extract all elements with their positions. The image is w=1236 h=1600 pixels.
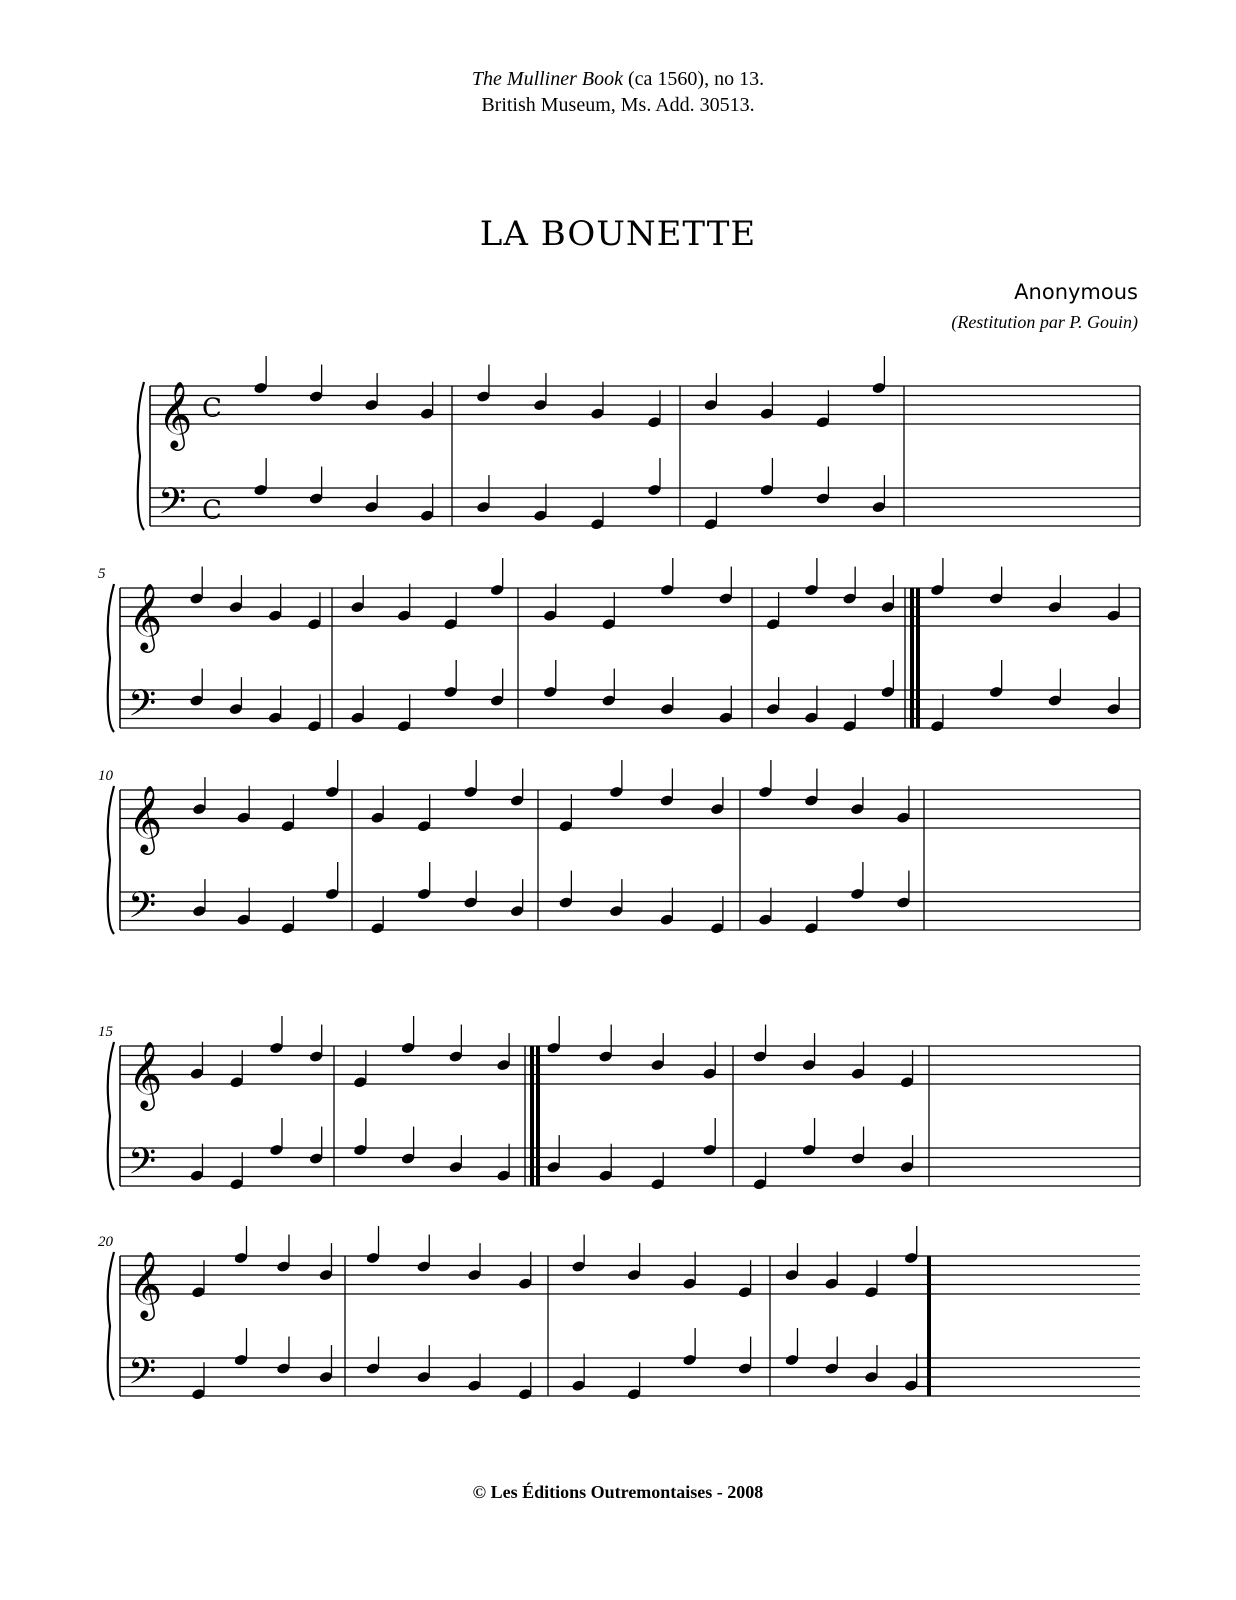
bass-clef: 𝄢 bbox=[128, 1140, 157, 1192]
piece-title: LA BOUNETTE bbox=[479, 214, 757, 254]
measure-number: 10 bbox=[98, 768, 113, 784]
treble-clef: 𝄞 bbox=[158, 380, 193, 448]
measure-number: 5 bbox=[98, 566, 106, 582]
copyright-notice: © Les Éditions Outremontaises - 2008 bbox=[472, 1482, 764, 1502]
measure-number: 20 bbox=[98, 1234, 113, 1250]
treble-clef: 𝄞 bbox=[128, 582, 163, 650]
bass-clef: 𝄢 bbox=[128, 1350, 157, 1402]
system-brace bbox=[108, 786, 114, 934]
source-line-1-rest: (ca 1560), no 13. bbox=[623, 68, 765, 90]
bass-clef: 𝄢 bbox=[158, 480, 187, 532]
system-brace bbox=[108, 1042, 114, 1190]
time-signature: C bbox=[202, 393, 222, 424]
time-signature: C bbox=[202, 495, 222, 526]
measure-number: 15 bbox=[98, 1024, 113, 1040]
treble-clef: 𝄞 bbox=[128, 1040, 163, 1108]
composer-name: Anonymous bbox=[1014, 280, 1138, 304]
system-brace bbox=[108, 584, 114, 732]
system-brace bbox=[138, 382, 144, 530]
source-book-title: The Mulliner Book bbox=[471, 68, 623, 90]
system-brace bbox=[108, 1252, 114, 1400]
source-line-2: British Museum, Ms. Add. 30513. bbox=[481, 94, 755, 116]
bass-clef: 𝄢 bbox=[128, 884, 157, 936]
arranger-credit: (Restitution par P. Gouin) bbox=[951, 312, 1138, 332]
treble-clef: 𝄞 bbox=[128, 1250, 163, 1318]
bass-clef: 𝄢 bbox=[128, 682, 157, 734]
treble-clef: 𝄞 bbox=[128, 784, 163, 852]
